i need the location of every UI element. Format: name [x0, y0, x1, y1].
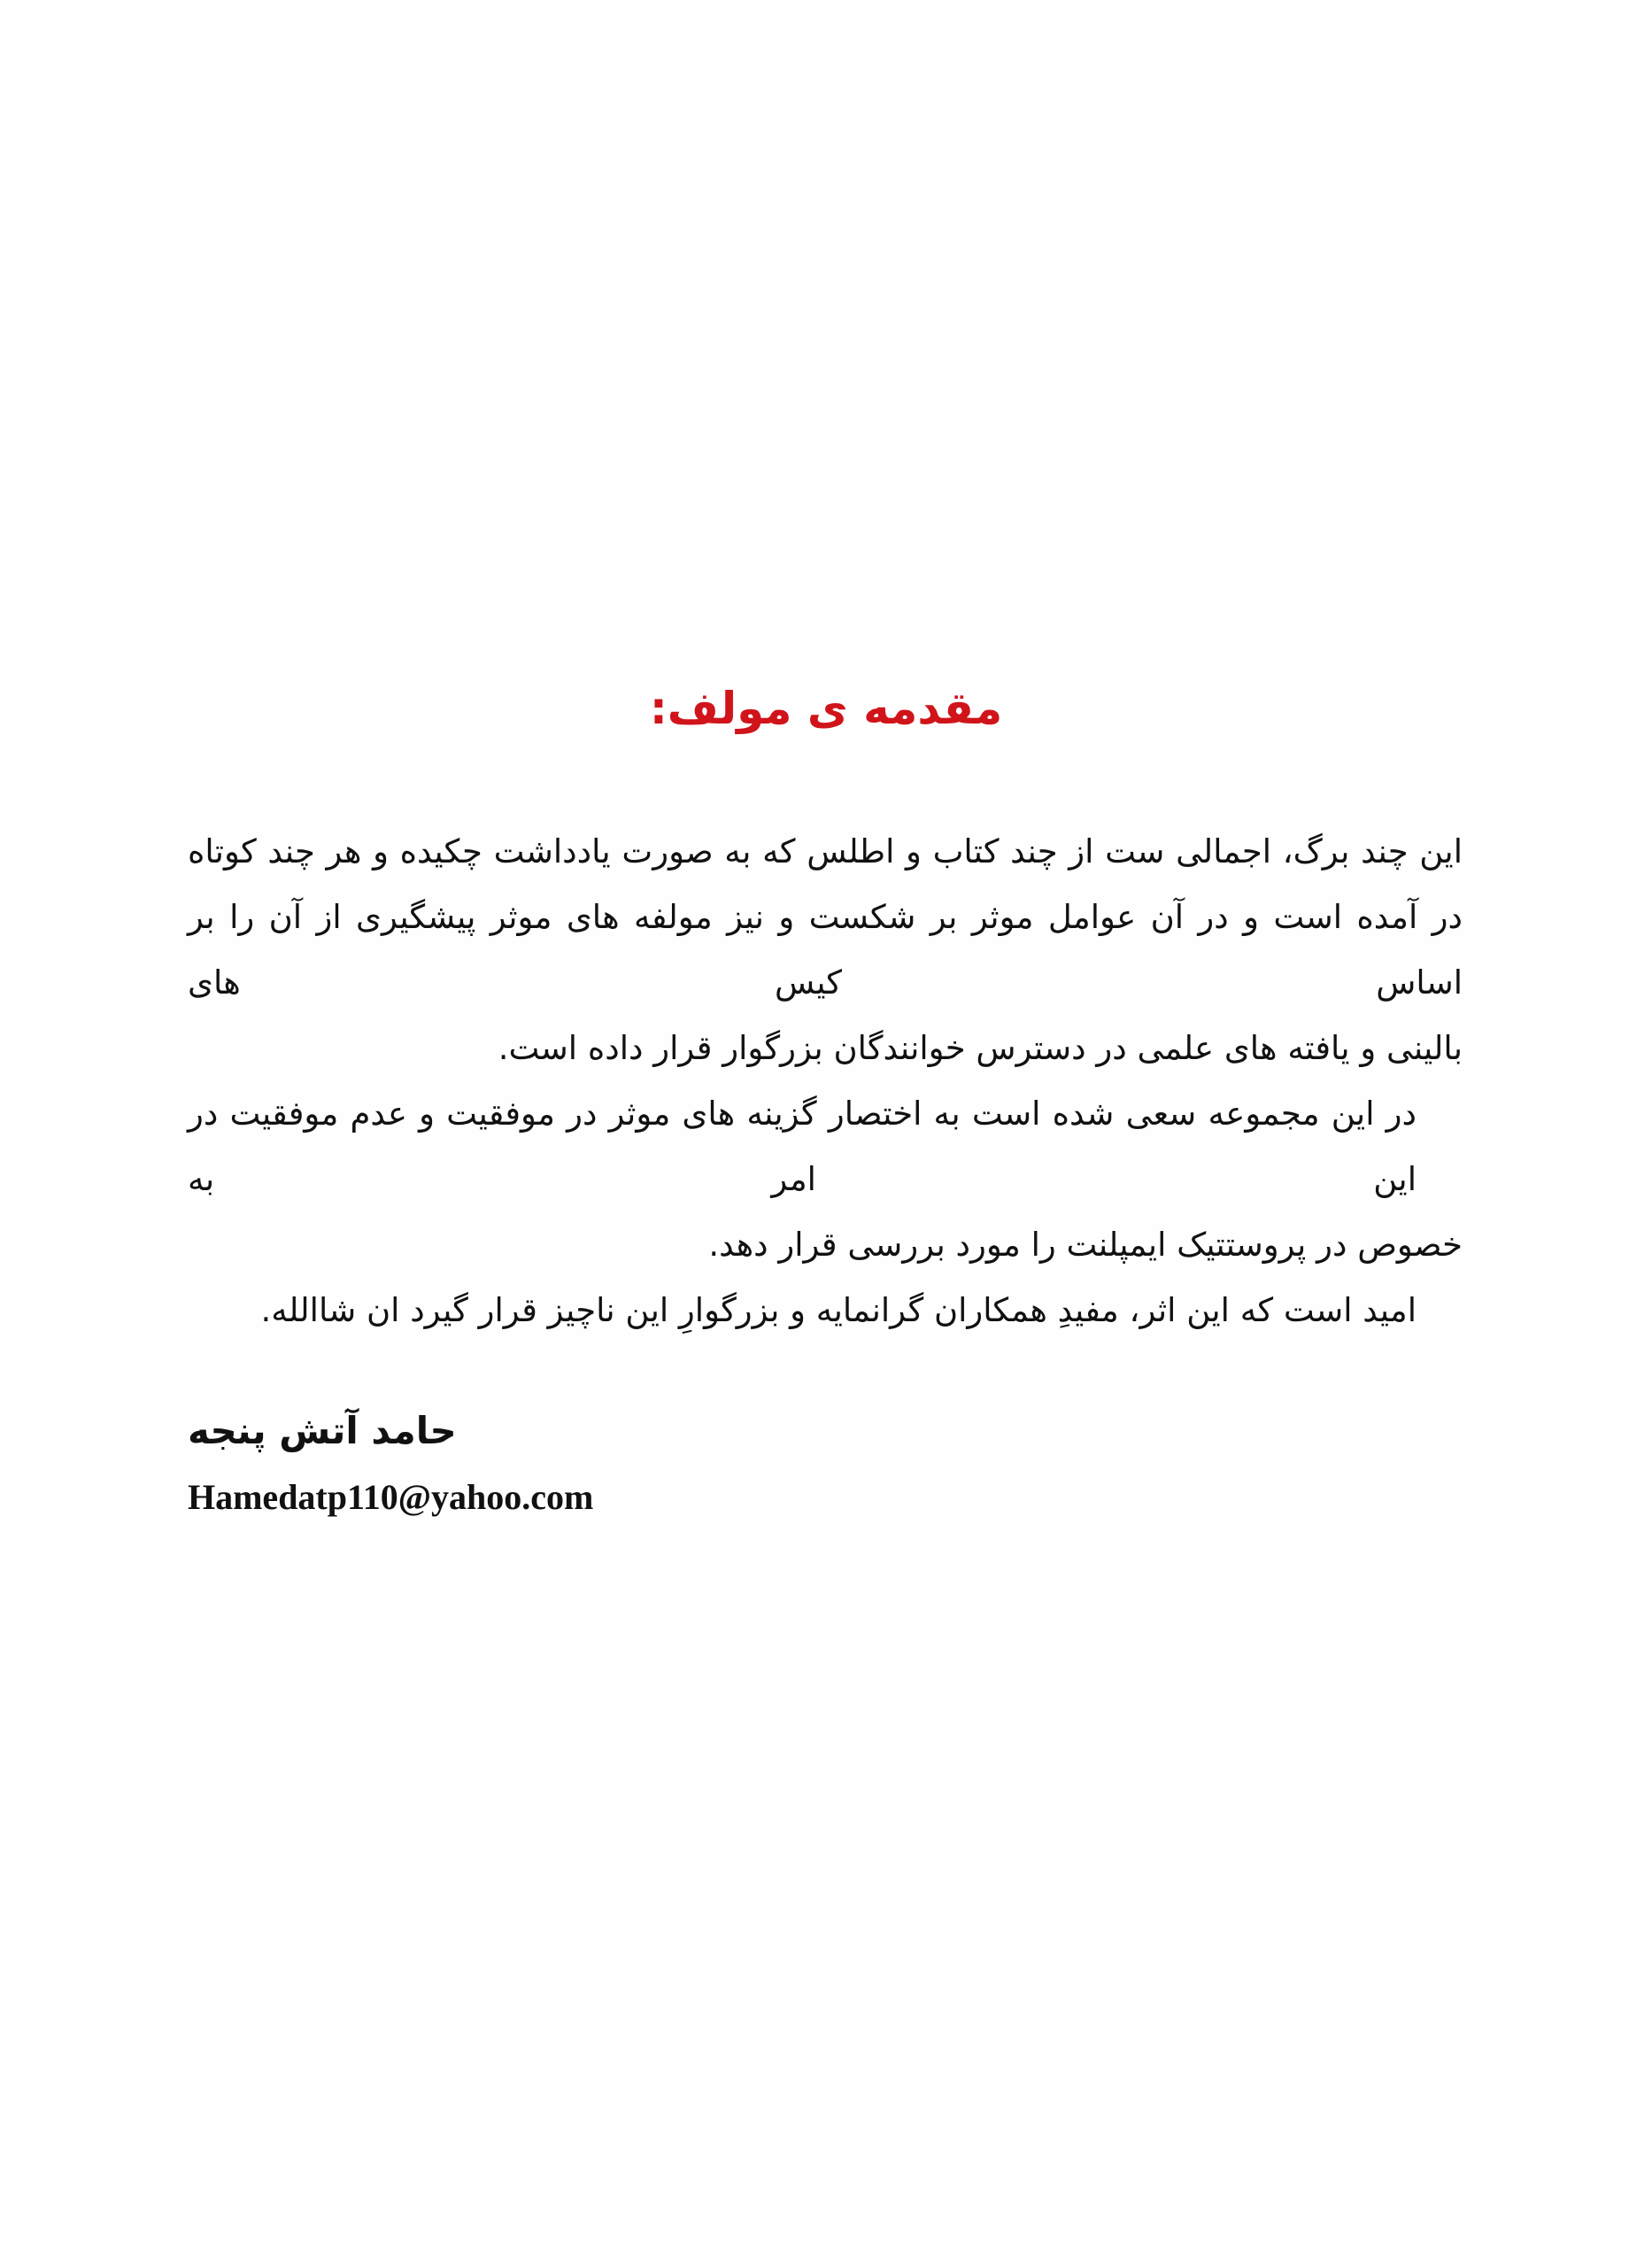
preface-content — [188, 819, 1463, 1524]
author-email: Hamedatp110@yahoo.com — [188, 1477, 594, 1517]
paragraph-line-1: این چند برگ، اجمالی ست از چند کتاب و اطلس که به صورت یادداشت چکیده و هر چند کوتاه — [188, 832, 1463, 870]
paragraph-line-3: بالینی و یافته های علمی در دسترس خوانندگان بزرگوار قرار داده است. — [498, 1029, 1463, 1067]
page-title: مقدمه ی مولف: — [649, 683, 1003, 734]
paragraph-line-5: خصوص در پروستتیک ایمپلنت را مورد بررسی قرار دهد. — [708, 1226, 1463, 1264]
signature-block — [188, 1400, 1463, 1524]
paragraph-line-2: در آمده است و در آن عوامل موثر بر شکست و نیز مولفه های موثر پیشگیری از آن را بر اساس کیس های — [188, 898, 1463, 1002]
author-name: حامد آتش پنجه — [188, 1409, 457, 1452]
paragraph-line-6: امید است که این اثر، مفیدِ همکاران گرانمایه و بزرگوارِ این ناچیز قرار گیرد ان شاالله. — [260, 1291, 1417, 1329]
paragraph-line-4: در این مجموعه سعی شده است به اختصار گزینه های موثر در موفقیت و عدم موفقیت در این امر به — [188, 1095, 1417, 1198]
preface-paragraph — [188, 819, 1463, 1343]
